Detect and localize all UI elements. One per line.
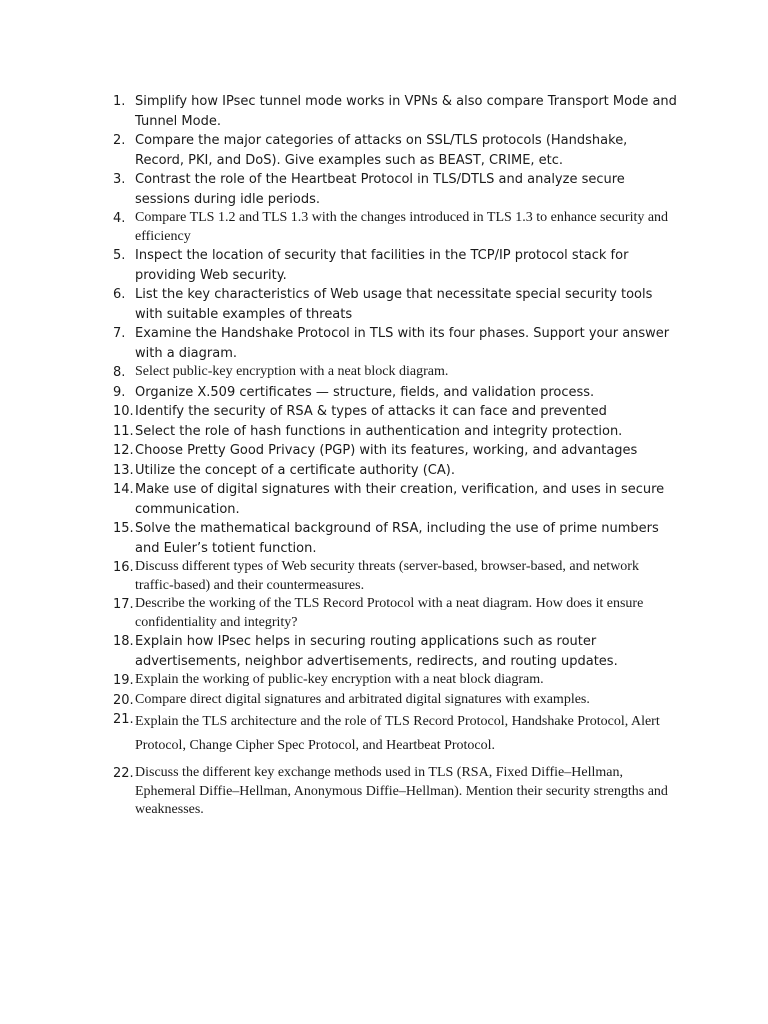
question-text: Choose Pretty Good Privacy (PGP) with its features, working, and advantages (135, 443, 638, 458)
question-number: 9. (113, 384, 126, 400)
question-text: Compare TLS 1.2 and TLS 1.3 with the changes introduced in TLS 1.3 to enhance security and efficiency (135, 210, 669, 244)
question-number: 17. (113, 597, 134, 612)
question-item (100, 422, 680, 442)
question-item (100, 595, 680, 632)
question-number: 7. (113, 326, 126, 341)
question-item (100, 209, 680, 246)
question-item (100, 92, 680, 131)
question-text: Select public-key encryption with a neat block diagram. (135, 364, 449, 379)
question-number: 21. (113, 712, 134, 727)
question-text: Examine the Handshake Protocol in TLS with its four phases. Support your answer with a diagram. (135, 326, 670, 361)
question-text: Solve the mathematical background of RSA, including the use of prime numbers and Euler’s totient function. (135, 521, 659, 556)
question-text: Inspect the location of security that facilities in the TCP/IP protocol stack for providing Web security. (135, 248, 629, 283)
question-number: 3. (113, 172, 126, 187)
question-number: 18. (113, 634, 134, 649)
question-list (100, 92, 680, 820)
question-number: 19. (113, 673, 134, 688)
question-text: Organize X.509 certificates — structure, fields, and validation process. (135, 384, 595, 400)
question-text: Discuss the different key exchange methods used in TLS (RSA, Fixed Diffie–Hellman, Ephemeral Diffie–Hellman, Anonymous Diffie–Hellman). Mention their security strengths and weaknesses. (135, 765, 668, 817)
question-item (100, 632, 680, 671)
question-item (100, 710, 680, 758)
question-text: Discuss different types of Web security threats (server-based, browser-based, and network traffic-based) and their countermeasures. (135, 559, 639, 593)
question-text: Contrast the role of the Heartbeat Protocol in TLS/DTLS and analyze secure sessions during idle periods. (135, 172, 625, 207)
question-number: 15. (113, 521, 134, 536)
question-item (100, 558, 680, 595)
question-text: Simplify how IPsec tunnel mode works in VPNs & also compare Transport Mode and Tunnel Mode. (135, 94, 677, 129)
question-number: 20. (113, 692, 134, 708)
question-number: 10. (113, 404, 134, 419)
question-number: 5. (113, 248, 126, 263)
question-text: Select the role of hash functions in authentication and integrity protection. (135, 423, 623, 439)
question-item (100, 383, 680, 403)
question-number: 12. (113, 443, 134, 458)
question-item (100, 170, 680, 209)
question-item (100, 691, 680, 711)
question-number: 1. (113, 94, 126, 109)
question-number: 8. (113, 365, 126, 380)
question-item (100, 519, 680, 558)
question-item (100, 285, 680, 324)
question-item (100, 246, 680, 285)
question-item (100, 461, 680, 481)
question-text: Compare direct digital signatures and arbitrated digital signatures with examples. (135, 691, 590, 707)
question-text: Explain the working of public-key encryption with a neat block diagram. (135, 672, 544, 687)
question-item (100, 324, 680, 363)
question-number: 6. (113, 287, 126, 302)
question-text: Explain how IPsec helps in securing routing applications such as router advertisements, neighbor advertisements, redirects, and routing updates. (135, 634, 618, 669)
question-number: 2. (113, 133, 126, 148)
question-item (100, 363, 680, 383)
question-text: Make use of digital signatures with their creation, verification, and uses in secure communication. (135, 482, 665, 517)
question-item (100, 764, 680, 820)
question-text: Utilize the concept of a certificate authority (CA). (135, 462, 455, 478)
question-number: 22. (113, 766, 134, 781)
question-item (100, 480, 680, 519)
question-number: 4. (113, 211, 126, 226)
question-number: 16. (113, 560, 134, 575)
question-text: Identify the security of RSA & types of attacks it can face and prevented (135, 404, 607, 419)
question-number: 13. (113, 462, 134, 478)
question-text: List the key characteristics of Web usage that necessitate special security tools with suitable examples of threats (135, 287, 653, 322)
question-item (100, 402, 680, 422)
question-text: Describe the working of the TLS Record Protocol with a neat diagram. How does it ensure confidentiality and integrity? (135, 596, 644, 630)
question-item (100, 671, 680, 691)
question-text: Explain the TLS architecture and the role of TLS Record Protocol, Handshake Protocol, Alert Protocol, Change Cipher Spec Protocol, and Heartbeat Protocol. (135, 714, 660, 753)
question-item (100, 441, 680, 461)
question-number: 11. (113, 423, 134, 439)
question-item (100, 131, 680, 170)
question-text: Compare the major categories of attacks on SSL/TLS protocols (Handshake, Record, PKI, and DoS). Give examples such as BEAST, CRIME, etc. (135, 133, 628, 168)
question-number: 14. (113, 482, 134, 497)
